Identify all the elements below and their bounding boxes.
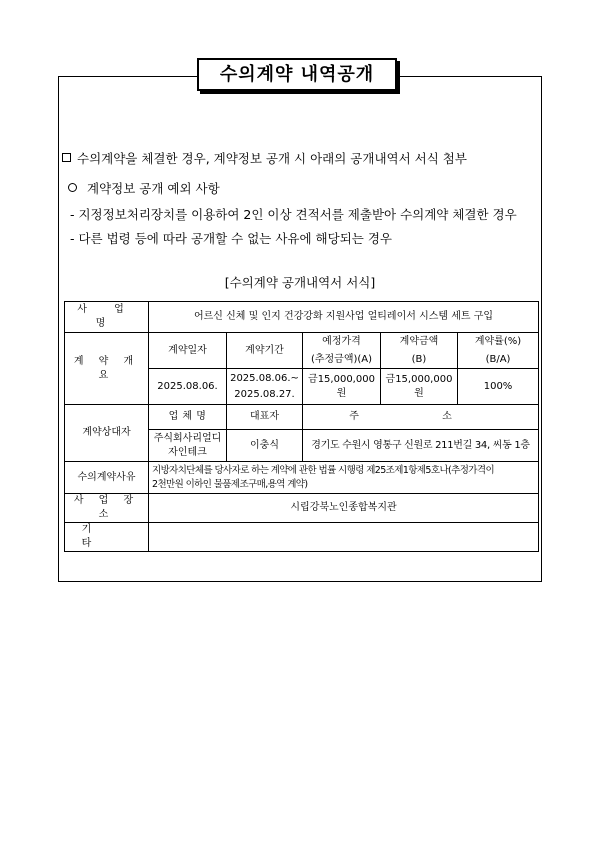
page-title: 수의계약 내역공개	[197, 58, 397, 91]
exception-item-1: - 지정정보처리장치를 이용하여 2인 이상 견적서를 제출받아 수의계약 체결한 경우	[70, 207, 517, 222]
reason-value	[149, 462, 539, 494]
header-contract-rate-line1: 계약률(%)	[474, 335, 522, 347]
company-name	[149, 430, 227, 462]
project-label: 사 업 명	[65, 302, 149, 333]
representative: 이충식	[227, 430, 303, 462]
header-contract-amount-line1: 계약금액	[399, 335, 439, 347]
project-value: 어르신 신체 및 인지 건강강화 지원사업 얼티레이서 시스템 세트 구입	[149, 302, 539, 333]
row-overview-header	[65, 333, 539, 369]
header-contract-period: 계약기간	[227, 333, 303, 369]
reason-label: 수의계약사유	[65, 462, 149, 494]
form-title: [수의계약 공개내역서 서식]	[224, 275, 376, 290]
overview-label: 계 약 개 요	[65, 333, 149, 405]
reason-line1: 지방자치단체를 당사자로 하는 계약에 관한 법률 시행령 제25조제1항제5호나(추정가격이	[152, 464, 495, 476]
header-representative: 대표자	[227, 405, 303, 430]
row-party-header	[65, 405, 539, 430]
contract-rate: 100%	[458, 369, 539, 405]
square-bullet-icon	[62, 153, 71, 162]
disclosure-table	[64, 301, 539, 552]
header-contract-amount-line2: (B)	[411, 353, 427, 365]
address: 경기도 수원시 영통구 신원로 211번길 34, 씨동 1층	[303, 430, 539, 462]
reason-line2: 2천만원 이하인 물품제조구매,용역 계약)	[152, 478, 308, 490]
exception-heading	[68, 181, 220, 197]
intro-line	[62, 151, 467, 167]
exception-heading-text: 계약정보 공개 예외 사항	[87, 181, 220, 196]
contract-period-end: 2025.08.27.	[234, 388, 295, 400]
place-value: 시립강북노인종합복지관	[149, 494, 539, 523]
row-project	[65, 302, 539, 333]
circle-bullet-icon	[68, 183, 77, 192]
header-contract-rate	[458, 333, 539, 369]
contract-period-start: 2025.08.06.~	[230, 372, 299, 384]
exception-item-2: - 다른 법령 등에 따라 공개할 수 없는 사유에 해당되는 경우	[70, 231, 392, 246]
place-label: 사 업 장 소	[65, 494, 149, 523]
header-contract-date: 계약일자	[149, 333, 227, 369]
header-address: 주 소	[303, 405, 539, 430]
contract-period	[227, 369, 303, 405]
company-name-line1: 주식회사리얼디	[153, 432, 222, 444]
etc-value	[149, 523, 539, 552]
header-contract-rate-line2: (B/A)	[485, 353, 511, 365]
row-etc	[65, 523, 539, 552]
contract-amount: 금15,000,000원	[381, 369, 458, 405]
etc-label: 기 타	[65, 523, 149, 552]
company-name-line2: 자인테크	[168, 446, 207, 458]
estimated-price: 금15,000,000원	[303, 369, 381, 405]
header-estimated-price-line2: (추정금액)(A)	[310, 353, 373, 365]
header-estimated-price-line1: 예정가격	[322, 335, 361, 347]
row-place	[65, 494, 539, 523]
intro-text: 수의계약을 체결한 경우, 계약정보 공개 시 아래의 공개내역서 서식 첨부	[77, 151, 467, 166]
party-label: 계약상대자	[65, 405, 149, 462]
contract-date: 2025.08.06.	[149, 369, 227, 405]
header-estimated-price	[303, 333, 381, 369]
header-contract-amount	[381, 333, 458, 369]
header-company: 업 체 명	[149, 405, 227, 430]
row-reason	[65, 462, 539, 494]
